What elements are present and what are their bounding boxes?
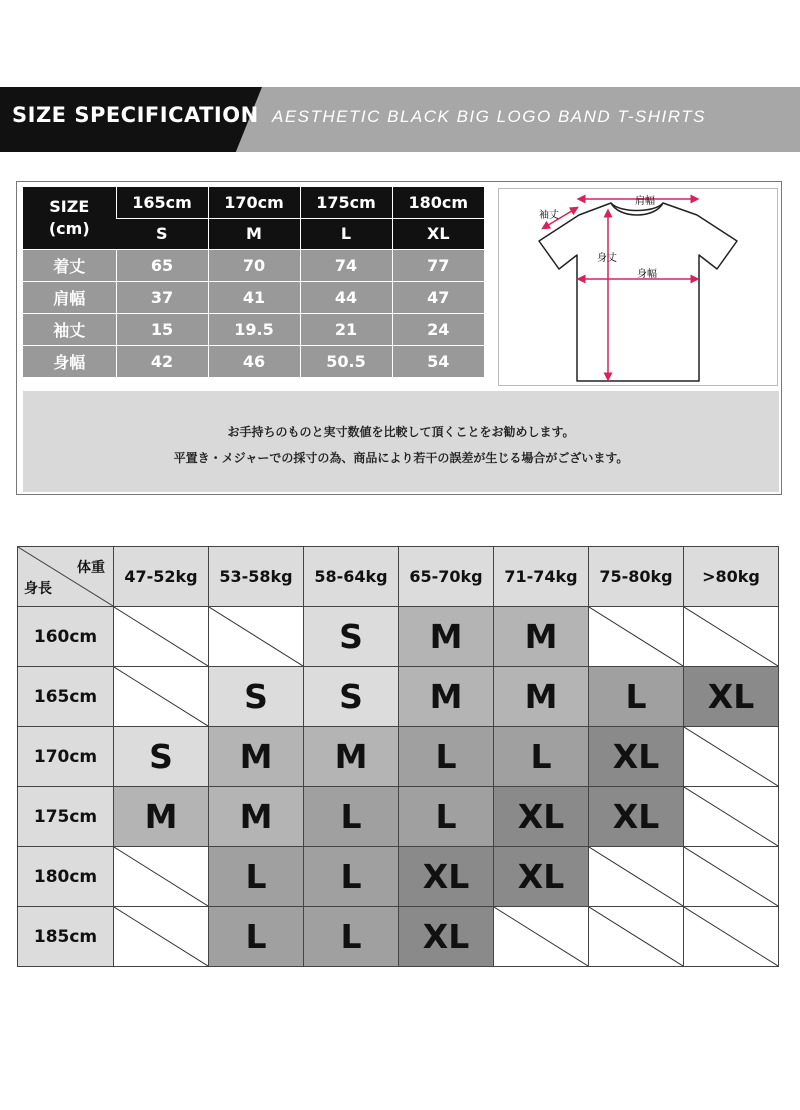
grid-row [18,847,779,907]
spec-height-0: 165cm [116,187,208,218]
spec-size-3: XL [392,218,484,249]
weight-header: 58-64kg [304,547,399,607]
diagram-shoulder-label: 肩幅 [635,196,655,207]
weight-header: 47-52kg [114,547,209,607]
size-cell: M [399,607,494,667]
weight-header: 75-80kg [589,547,684,607]
spec-value: 47 [392,281,484,313]
banner-subtitle: AESTHETIC BLACK BIG LOGO BAND T-SHIRTS [272,107,706,126]
empty-cell [114,667,209,727]
grid-row [18,667,779,727]
cell-diagonal [589,907,683,966]
spec-size-0: S [116,218,208,249]
size-cell: S [304,667,399,727]
cell-diagonal [684,847,778,906]
spec-size-1: M [208,218,300,249]
spec-value: 19.5 [208,313,300,345]
size-cell: XL [684,667,779,727]
size-cell: L [304,787,399,847]
cell-diagonal [494,907,588,966]
empty-cell [114,607,209,667]
spec-value: 41 [208,281,300,313]
spec-row-label: 袖丈 [23,313,116,345]
grid-row [18,907,779,967]
spec-value: 54 [392,345,484,377]
size-cell: M [399,667,494,727]
size-cell: S [304,607,399,667]
empty-cell [684,907,779,967]
size-cell: XL [494,847,589,907]
size-cell: L [304,847,399,907]
empty-cell [114,847,209,907]
size-cell: XL [399,847,494,907]
spec-value: 42 [116,345,208,377]
size-cell: M [304,727,399,787]
size-cell: L [209,847,304,907]
size-cell: S [114,727,209,787]
grid-row [18,727,779,787]
banner-title: SIZE SPECIFICATION [12,103,259,127]
height-row-header: 160cm [18,607,114,667]
note-box [23,391,779,492]
spec-row-label: 着丈 [23,249,116,281]
empty-cell [684,727,779,787]
grid-row [18,607,779,667]
size-cell: L [399,787,494,847]
height-row-header: 165cm [18,667,114,727]
empty-cell [589,907,684,967]
cell-diagonal [589,847,683,906]
spec-value: 70 [208,249,300,281]
size-cell: M [209,787,304,847]
size-cell: L [209,907,304,967]
spec-value: 65 [116,249,208,281]
size-cell: M [209,727,304,787]
spec-height-3: 180cm [392,187,484,218]
cell-diagonal [684,727,778,786]
weight-header: 65-70kg [399,547,494,607]
corner-weight-label: 体重 [77,560,105,576]
spec-height-1: 170cm [208,187,300,218]
spec-value: 24 [392,313,484,345]
spec-value: 37 [116,281,208,313]
cell-diagonal [684,787,778,846]
spec-row-label: 肩幅 [23,281,116,313]
diagram-sleeve-label: 袖丈 [539,210,559,221]
spec-value: 46 [208,345,300,377]
empty-cell [589,607,684,667]
spec-unit-label: (cm) [48,218,90,238]
spec-height-2: 175cm [300,187,392,218]
cell-diagonal [114,907,208,966]
cell-diagonal [114,847,208,906]
size-cell: L [494,727,589,787]
grid-row [18,787,779,847]
size-cell: L [589,667,684,727]
grid-corner [18,547,114,607]
empty-cell [684,787,779,847]
weight-header: 53-58kg [209,547,304,607]
spec-table [23,187,484,378]
diagram-length-label: 身丈 [597,253,617,264]
size-grid [17,546,779,967]
size-cell: XL [589,787,684,847]
weight-header: 71-74kg [494,547,589,607]
note-line-1: お手持ちのものと実寸数値を比較して頂くことをお勧めします。 [227,425,575,439]
size-cell: XL [589,727,684,787]
cell-diagonal [209,607,303,666]
empty-cell [209,607,304,667]
tshirt-icon [499,189,777,385]
empty-cell [684,607,779,667]
size-cell: S [209,667,304,727]
tshirt-diagram [498,188,778,386]
weight-header: >80kg [684,547,779,607]
size-cell: M [114,787,209,847]
header-banner [0,87,800,152]
spec-size-header [23,187,116,249]
empty-cell [114,907,209,967]
cell-diagonal [589,607,683,666]
spec-value: 44 [300,281,392,313]
size-cell: L [399,727,494,787]
size-cell: XL [494,787,589,847]
spec-value: 50.5 [300,345,392,377]
diagram-width-label: 身幅 [637,269,657,280]
spec-size-label: SIZE [49,196,90,216]
cell-diagonal [684,907,778,966]
note-line-2: 平置き・メジャーでの採寸の為、商品により若干の誤差が生じる場合がございます。 [173,451,629,465]
spec-row-label: 身幅 [23,345,116,377]
spec-value: 15 [116,313,208,345]
height-row-header: 185cm [18,907,114,967]
cell-diagonal [114,607,208,666]
spec-value: 74 [300,249,392,281]
spec-value: 77 [392,249,484,281]
empty-cell [589,847,684,907]
corner-height-label: 身長 [24,581,52,597]
height-row-header: 180cm [18,847,114,907]
size-cell: XL [399,907,494,967]
height-row-header: 175cm [18,787,114,847]
spec-size-2: L [300,218,392,249]
grid-body [18,607,779,967]
size-cell: L [304,907,399,967]
spec-value: 21 [300,313,392,345]
height-row-header: 170cm [18,727,114,787]
size-cell: M [494,607,589,667]
cell-diagonal [684,607,778,666]
cell-diagonal [114,667,208,726]
empty-cell [494,907,589,967]
empty-cell [684,847,779,907]
size-cell: M [494,667,589,727]
